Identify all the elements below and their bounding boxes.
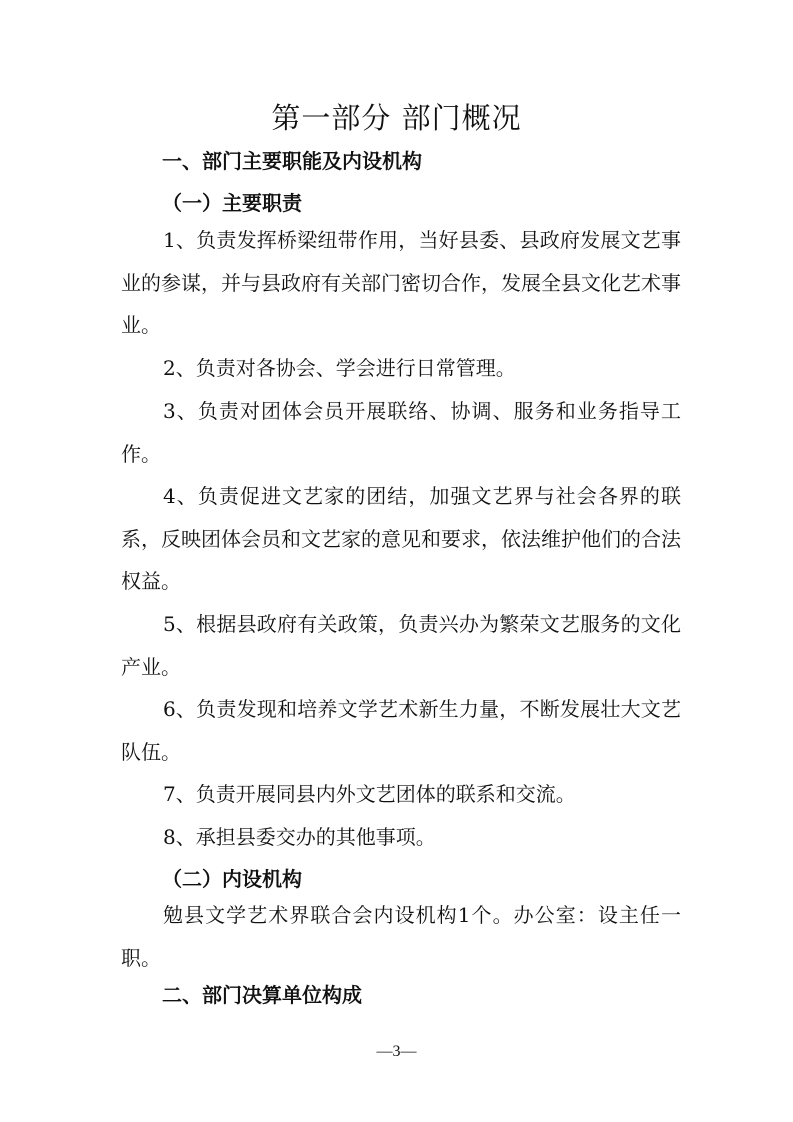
section-heading-units: 二、部门决算单位构成 — [162, 983, 362, 1007]
internal-structure-paragraph: 勉县文学艺术界联合会内设机构1个。办公室：设主任一职。 — [121, 903, 681, 970]
duty-item-2: 2、负责对各协会、学会进行日常管理。 — [163, 356, 516, 380]
page-number: —3— — [376, 1043, 417, 1060]
duty-item-5: 5、根据县政府有关政策，负责兴办为繁荣文艺服务的文化产业。 — [121, 612, 681, 679]
duty-item-7: 7、负责开展同县内外文艺团体的联系和交流。 — [163, 782, 576, 806]
duty-item-6: 6、负责发现和培养文学艺术新生力量，不断发展壮大文艺队伍。 — [121, 697, 681, 764]
subsection-heading-duties: （一）主要职责 — [162, 191, 302, 215]
duty-item-3: 3、负责对团体会员开展联络、协调、服务和业务指导工作。 — [121, 399, 681, 466]
duty-item-1: 1、负责发挥桥梁纽带作用，当好县委、县政府发展文艺事业的参谋，并与县政府有关部门密切合作，发展全县文化艺术事业。 — [121, 228, 681, 338]
duty-item-8: 8、承担县委交办的其他事项。 — [163, 825, 436, 849]
page-title: 第一部分 部门概况 — [271, 101, 522, 135]
subsection-heading-internal-structure: （二）内设机构 — [162, 867, 302, 891]
duty-item-4: 4、负责促进文艺家的团结，加强文艺界与社会各界的联系，反映团体会员和文艺家的意见和要求，依法维护他们的合法权益。 — [121, 484, 681, 594]
section-heading-functions: 一、部门主要职能及内设机构 — [162, 149, 422, 173]
